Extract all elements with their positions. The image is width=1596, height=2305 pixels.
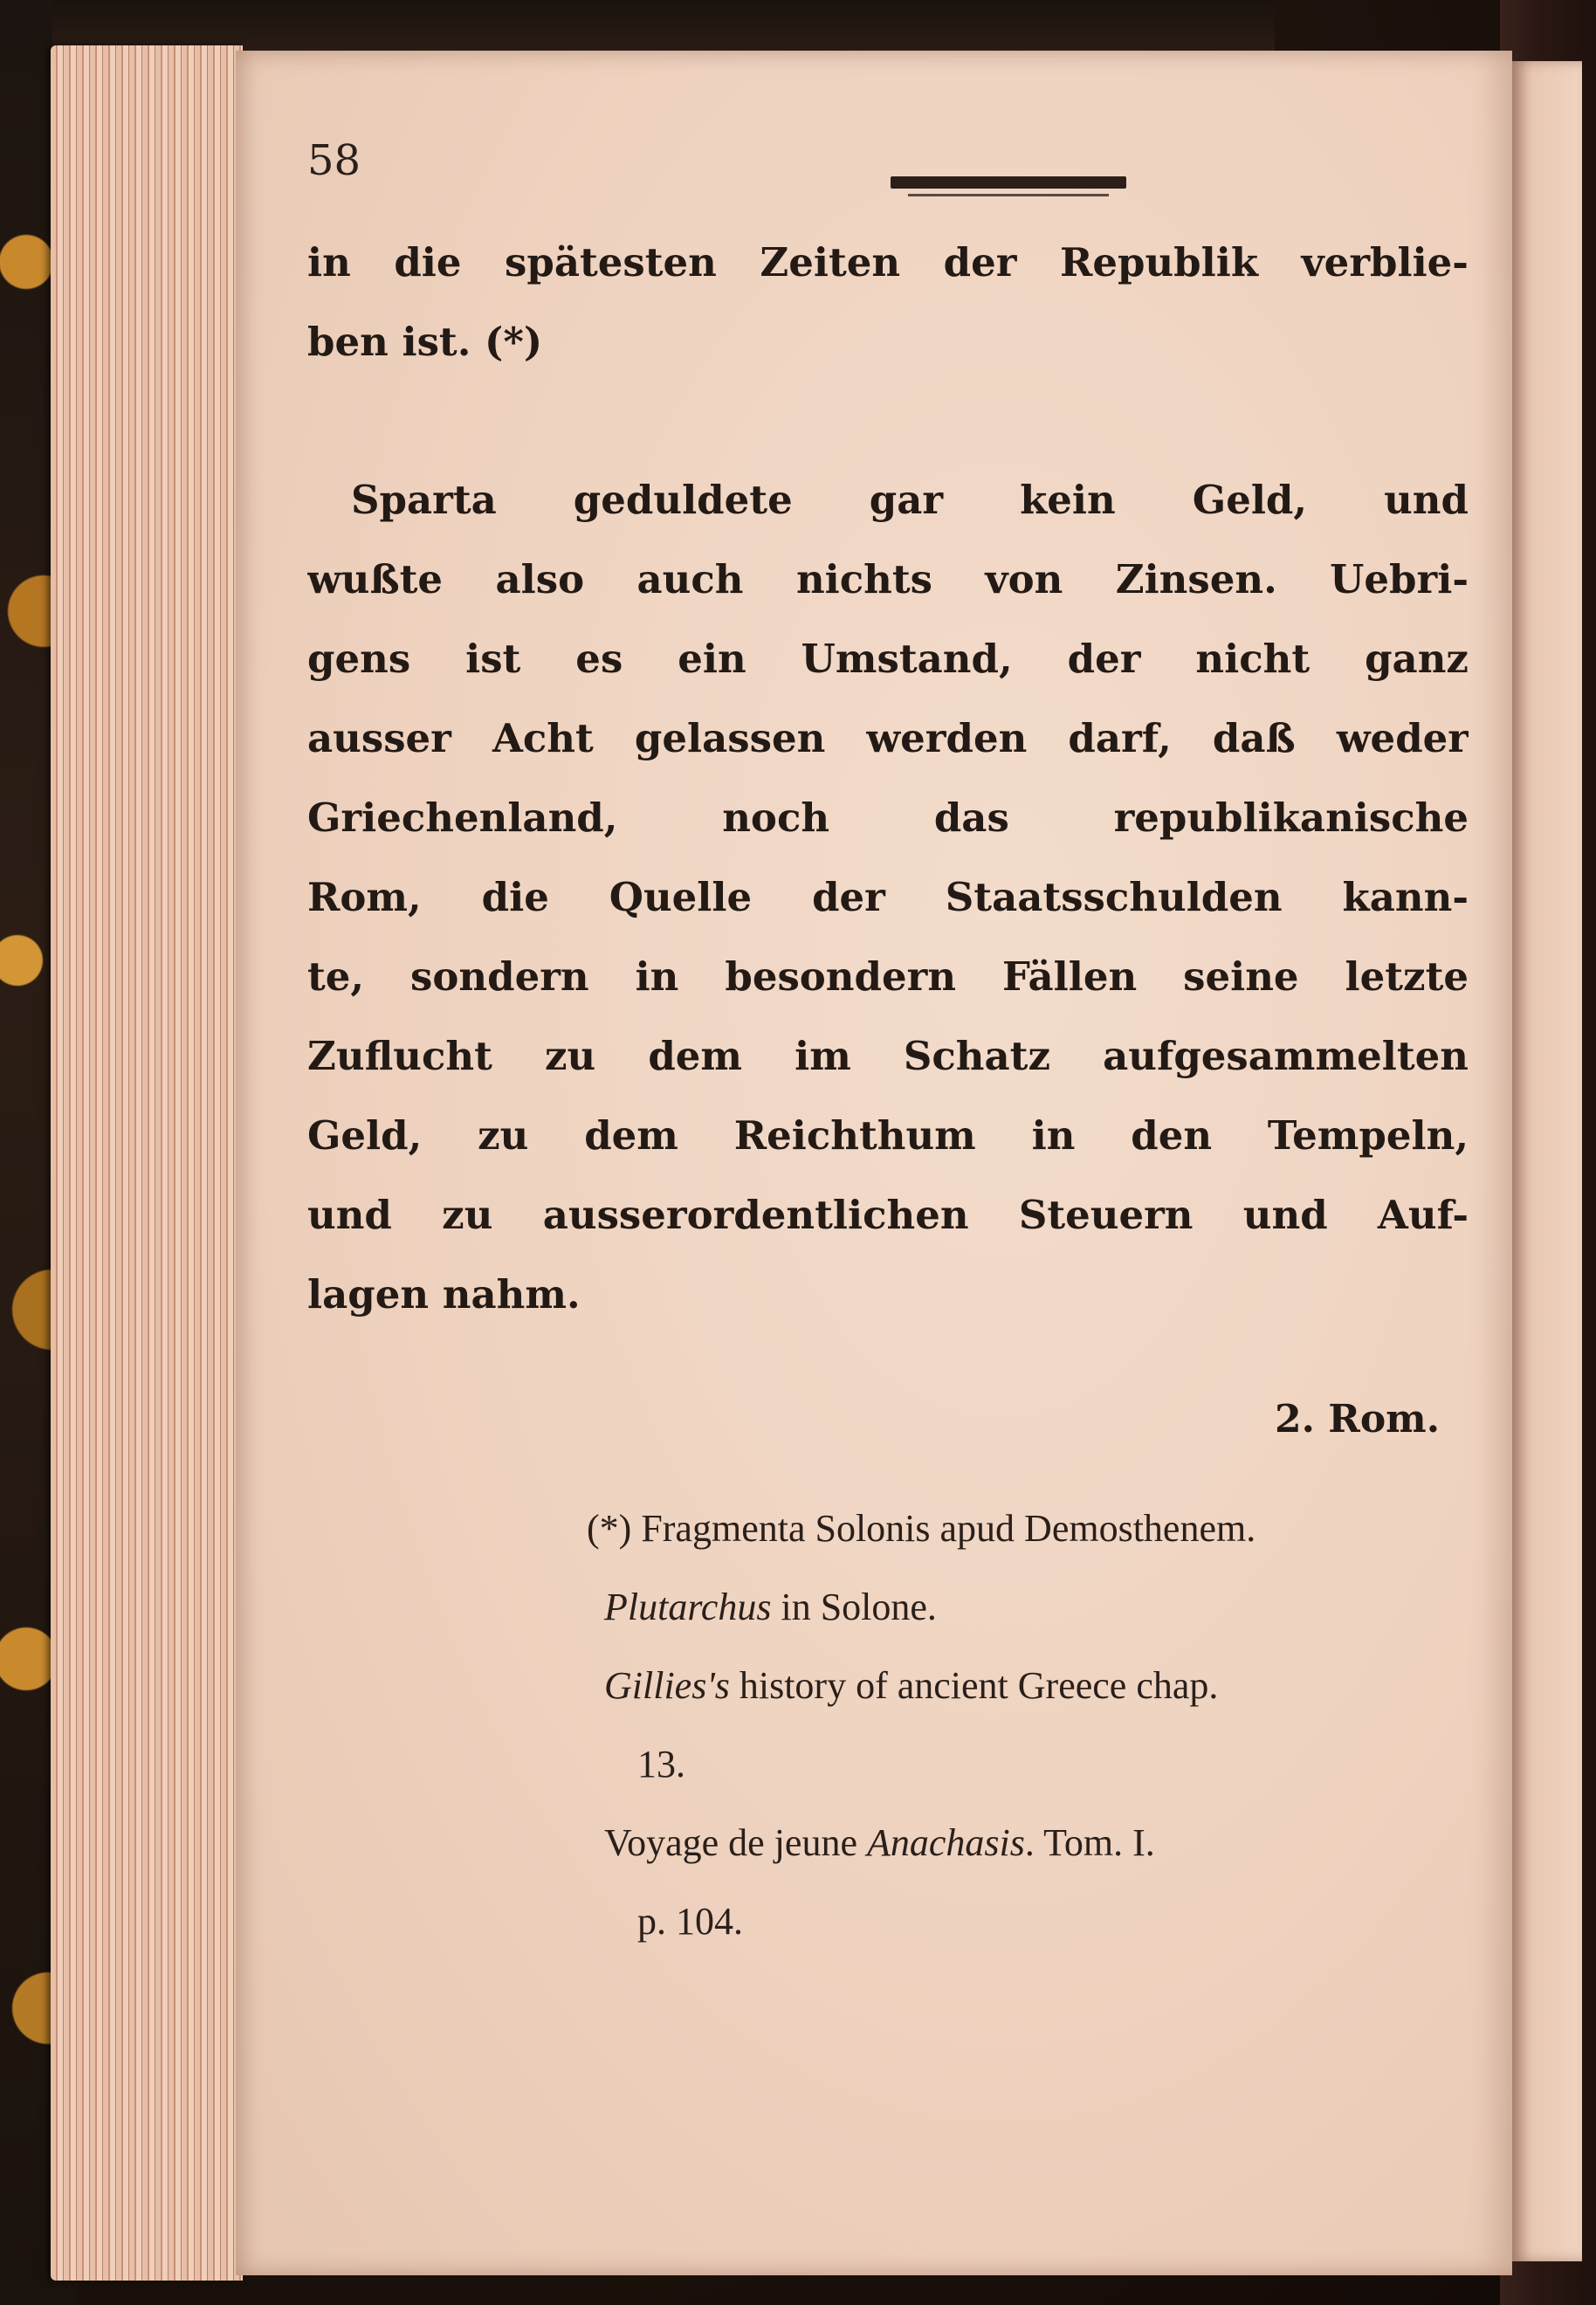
footnote-line: Plutarchus in Solone. [604,1586,937,1628]
body-line: in die spätesten Zeiten der Republik verblie- [307,243,1469,286]
body-line: Sparta geduldete gar kein Geld, und [351,480,1469,523]
body-line: ausser Acht gelassen werden darf, daß weder [307,719,1469,761]
body-line: Griechenland, noch das republikanische [307,798,1469,841]
body-text [307,243,1469,1354]
body-line: und zu ausserordentlichen Steuern und Auf- [307,1195,1469,1238]
cover-top-edge [52,0,1275,52]
body-line: lagen nahm. [307,1275,581,1318]
footnote-line: Voyage de jeune Anachasis. Tom. I. [604,1821,1155,1864]
body-line: gens ist es ein Umstand, der nicht ganz [307,639,1469,682]
body-line: Geld, zu dem Reichthum in den Tempeln, [307,1116,1469,1159]
footnote-line: Gillies's history of ancient Greece chap. [604,1664,1219,1707]
facing-page-edge [1512,61,1582,2261]
body-line: ben ist. (*) [307,322,543,365]
footnote-marker: (*) [587,1507,632,1550]
header-rule [891,176,1126,189]
footnotes [587,1506,1469,1978]
body-line: Rom, die Quelle der Staatsschulden kann- [307,877,1469,920]
body-line: Zuflucht zu dem im Schatz aufgesammelten [307,1036,1469,1079]
page-number: 58 [307,136,361,185]
catchword: 2. Rom. [1275,1397,1441,1441]
footnote-line: (*) Fragmenta Solonis apud Demosthenem. [587,1507,1256,1550]
body-line: te, sondern in besondern Fällen seine letzte [307,957,1469,1000]
stacked-page-edges [51,45,243,2281]
body-line: wußte also auch nichts von Zinsen. Uebri- [307,560,1469,602]
footnote-line: 13. [637,1743,685,1786]
footnote-line: p. 104. [637,1900,743,1943]
